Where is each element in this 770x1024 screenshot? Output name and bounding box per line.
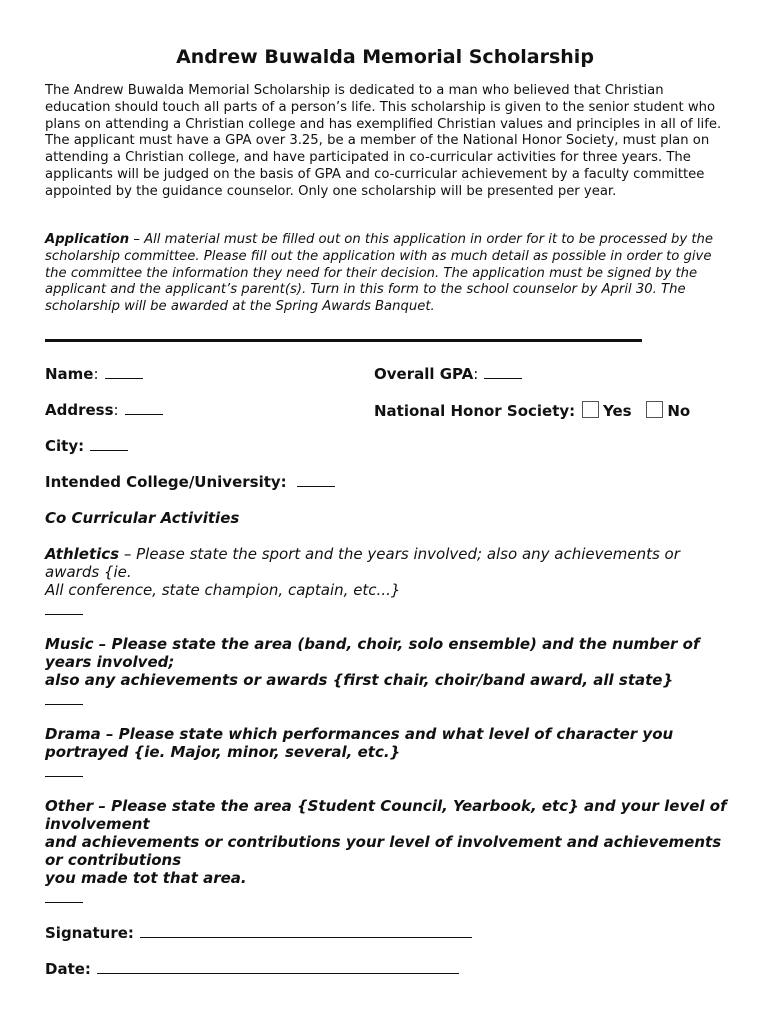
application-text: – All material must be filled out on this application in order for it to be processed by the scholarship committee. Please fill out the application with as much detail as possible in order to give the committee the information they need for their decision. The application must be signed by the applicant and the applicant’s parent(s). Turn in this form to the school counselor by April 30. The scholarship will be awarded at the Spring Awards Banquet. xyxy=(45,232,714,315)
city-label: City: xyxy=(45,437,85,455)
address-field: Address: xyxy=(45,401,163,419)
nhs-yes-checkbox[interactable] xyxy=(582,401,599,418)
address-label: Address xyxy=(45,401,114,419)
signature-label: Signature: xyxy=(45,924,134,942)
nhs-label: National Honor Society: xyxy=(374,402,576,420)
address-input-line[interactable] xyxy=(125,402,163,415)
other-prompt xyxy=(45,797,735,887)
nhs-yes-label: Yes xyxy=(602,402,632,420)
college-label: Intended College/University: xyxy=(45,473,287,491)
other-text-3: you made tot that area. xyxy=(45,869,247,887)
other-text: Other – Please state the area {Student Council, Yearbook, etc} and your level of involvement xyxy=(45,797,727,833)
nhs-no-checkbox[interactable] xyxy=(646,401,663,418)
athletics-examples: All conference, state champion, captain, etc...} xyxy=(45,581,401,599)
nhs-field xyxy=(374,401,690,420)
city-field xyxy=(45,437,128,455)
music-prompt xyxy=(45,635,735,689)
section-divider xyxy=(45,339,642,342)
page-title: Andrew Buwalda Memorial Scholarship xyxy=(176,46,594,68)
drama-input-line[interactable] xyxy=(45,776,83,777)
other-text-2: and achievements or contributions your level of involvement and achievements or contributions xyxy=(45,833,722,869)
other-input-line[interactable] xyxy=(45,902,83,903)
name-input-line[interactable] xyxy=(105,366,143,379)
music-text: Music – Please state the area (band, choir, solo ensemble) and the number of years involved; xyxy=(45,635,700,671)
intro-paragraph: The Andrew Buwalda Memorial Scholarship is dedicated to a man who believed that Christian education should touch all parts of a person’s life. This scholarship is given to the senior student who plans on attending a Christian college and has exemplified Christian values and principles in all of life. The applicant must have a GPA over 3.25, be a member of the National Honor Society, must plan on attending a Christian college, and have participated in co-curricular activities for three years. The applicants will be judged on the basis of GPA and co-curricular achievement by a faculty committee appointed by the guidance counselor. Only one scholarship will be presented per year. xyxy=(45,83,722,199)
date-field xyxy=(45,959,459,978)
signature-field xyxy=(45,923,472,942)
college-field xyxy=(45,473,335,491)
athletics-text: – Please state the sport and the years involved; also any achievements or awards {ie. xyxy=(45,545,680,581)
gpa-field: Overall GPA: xyxy=(374,365,522,383)
signature-input-line[interactable] xyxy=(140,923,472,938)
nhs-no-label: No xyxy=(667,402,691,420)
college-input-line[interactable] xyxy=(297,474,335,487)
name-field: Name: xyxy=(45,365,143,383)
application-instructions xyxy=(45,232,730,316)
cocurricular-heading: Co Curricular Activities xyxy=(45,509,240,527)
athletics-prompt xyxy=(45,545,735,599)
date-input-line[interactable] xyxy=(97,959,459,974)
athletics-input-line[interactable] xyxy=(45,614,83,615)
gpa-label: Overall GPA xyxy=(374,365,474,383)
name-label: Name xyxy=(45,365,94,383)
city-input-line[interactable] xyxy=(90,438,128,451)
drama-prompt: Drama – Please state which performances and what level of character you portrayed {ie. Major, minor, several, etc.} xyxy=(45,725,674,761)
date-label: Date: xyxy=(45,960,91,978)
athletics-label: Athletics xyxy=(45,545,120,563)
music-input-line[interactable] xyxy=(45,704,83,705)
application-label: Application xyxy=(45,232,130,247)
gpa-input-line[interactable] xyxy=(484,366,522,379)
music-examples: also any achievements or awards {first chair, choir/band award, all state} xyxy=(45,671,674,689)
